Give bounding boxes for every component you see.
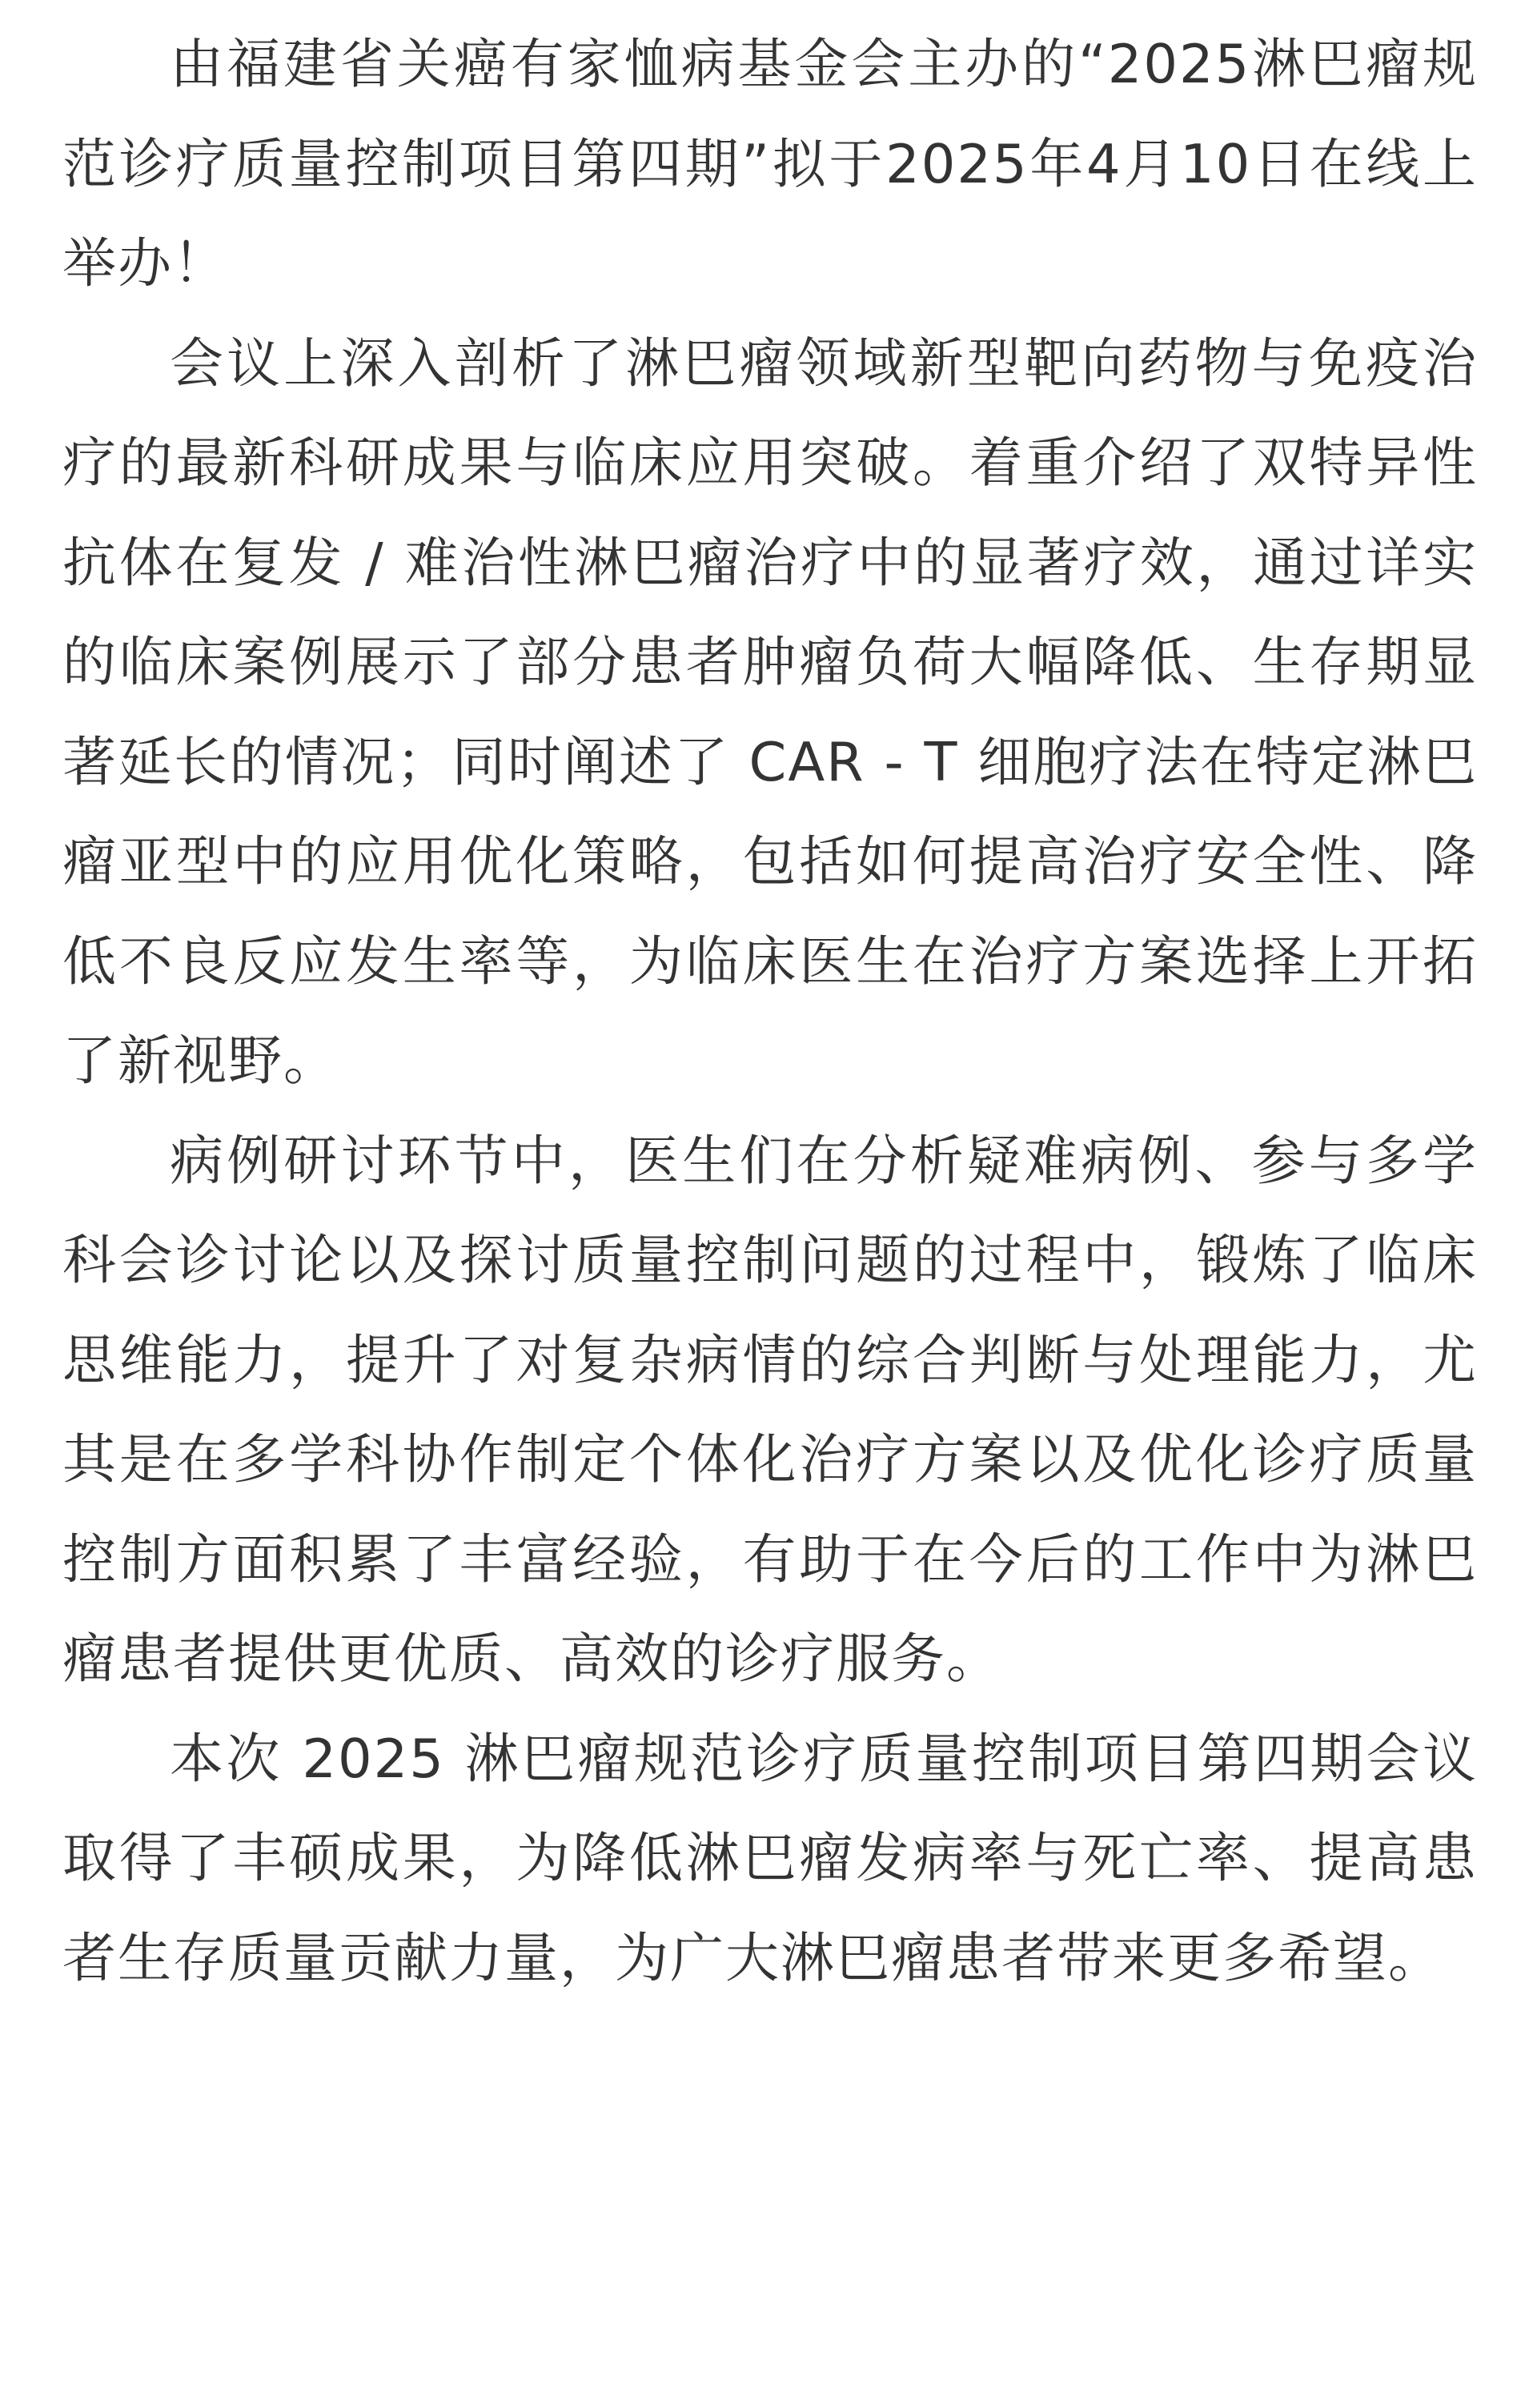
paragraph-case-discussion: 病例研讨环节中，医生们在分析疑难病例、参与多学科会诊讨论以及探讨质量控制问题的过程中，锻炼了临床思维能力，提升了对复杂病情的综合判断与处理能力，尤其是在多学科协作制定个体化治疗方案以及优化诊疗质量控制方面积累了丰富经验，有助于在今后的工作中为淋巴瘤患者提供更优质、高效的诊疗服务。 bbox=[62, 1129, 1478, 1690]
paragraph-research: 会议上深入剖析了淋巴瘤领域新型靶向药物与免疫治疗的最新科研成果与临床应用突破。着重介绍了双特异性抗体在复发 / 难治性淋巴瘤治疗中的显著疗效，通过详实的临床案例展示了部分患者肿瘤负荷大幅降低、生存期显著延长的情况；同时阐述了 CAR - T 细胞疗法在特定淋巴瘤亚型中的应用优化策略，包括如何提高治疗安全性、降低不良反应发生率等，为临床医生在治疗方案选择上开拓了新视野。 bbox=[62, 331, 1478, 1092]
article-body bbox=[62, 14, 1478, 2008]
paragraph-conclusion: 本次 2025 淋巴瘤规范诊疗质量控制项目第四期会议取得了丰硕成果，为降低淋巴瘤发病率与死亡率、提高患者生存质量贡献力量，为广大淋巴瘤患者带来更多希望。 bbox=[62, 1727, 1478, 1989]
paragraph-announcement: 由福建省关癌有家恤病基金会主办的“2025淋巴瘤规范诊疗质量控制项目第四期”拟于2025年4月10日在线上举办！ bbox=[62, 33, 1478, 295]
